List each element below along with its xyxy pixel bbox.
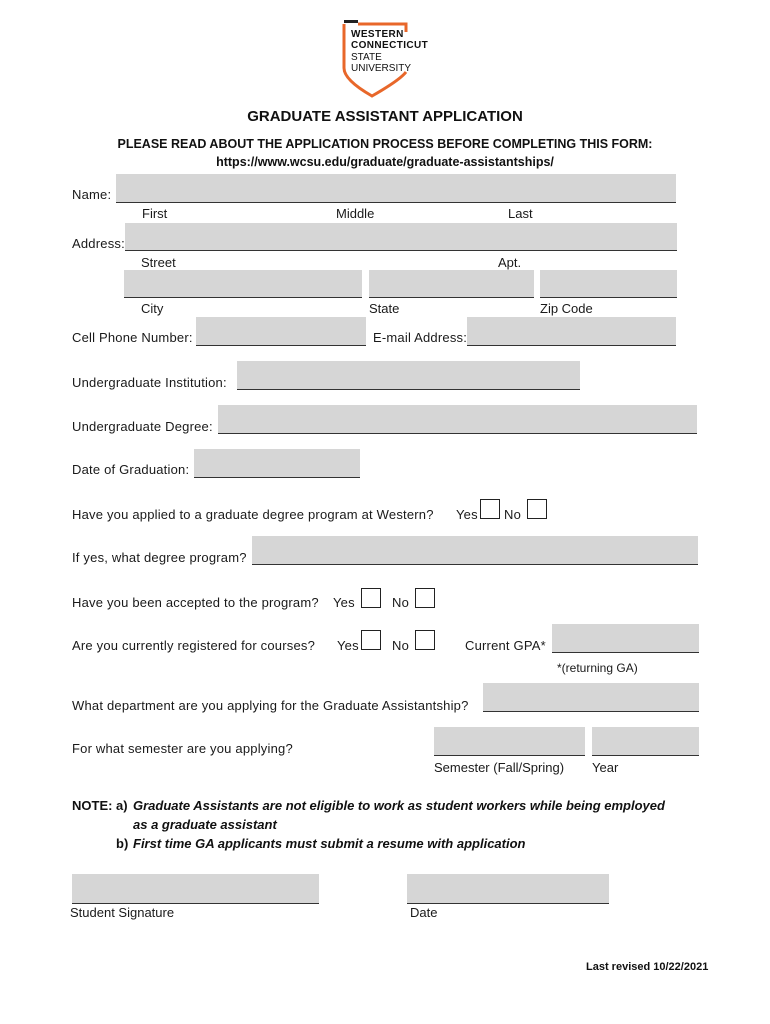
accepted-no-label: No bbox=[392, 595, 410, 610]
email-label: E-mail Address: bbox=[373, 330, 468, 345]
name-last-caption: Last bbox=[508, 206, 533, 221]
note-prefix: NOTE: bbox=[72, 798, 113, 813]
undergrad-institution-label: Undergraduate Institution: bbox=[72, 375, 227, 390]
registered-no-checkbox[interactable] bbox=[415, 630, 435, 650]
city-field[interactable] bbox=[124, 270, 362, 298]
department-label: What department are you applying for the Graduate Assistantship? bbox=[72, 698, 469, 713]
university-logo bbox=[342, 18, 438, 98]
date-caption: Date bbox=[410, 905, 438, 920]
state-field[interactable] bbox=[369, 270, 534, 298]
year-field[interactable] bbox=[592, 727, 699, 756]
applied-no-checkbox[interactable] bbox=[527, 499, 547, 519]
signature-field[interactable] bbox=[72, 874, 319, 904]
applied-yes-checkbox[interactable] bbox=[480, 499, 500, 519]
name-middle-caption: Middle bbox=[336, 206, 375, 221]
note-b-text: First time GA applicants must submit a resume with application bbox=[133, 836, 526, 851]
logo-line-western: WESTERN bbox=[351, 29, 404, 40]
semester-field[interactable] bbox=[434, 727, 585, 756]
city-caption: City bbox=[141, 301, 164, 316]
gpa-field[interactable] bbox=[552, 624, 699, 653]
note-a-line2: as a graduate assistant bbox=[133, 817, 277, 832]
name-label: Name: bbox=[72, 187, 112, 202]
grad-date-label: Date of Graduation: bbox=[72, 462, 190, 477]
note-a-marker: a) bbox=[116, 798, 128, 813]
signature-date-field[interactable] bbox=[407, 874, 609, 904]
logo-line-state: STATE bbox=[351, 52, 382, 63]
note-a-line1: Graduate Assistants are not eligible to work as student workers while being employed bbox=[133, 798, 665, 813]
email-field[interactable] bbox=[467, 317, 676, 346]
degree-program-label: If yes, what degree program? bbox=[72, 550, 247, 565]
gpa-label: Current GPA* bbox=[465, 638, 546, 653]
phone-field[interactable] bbox=[196, 317, 366, 346]
revision-date: Last revised 10/22/2021 bbox=[586, 961, 709, 973]
semester-label: For what semester are you applying? bbox=[72, 741, 293, 756]
gpa-footnote: *(returning GA) bbox=[557, 661, 638, 675]
address-street-field[interactable] bbox=[125, 223, 677, 251]
logo-line-university: UNIVERSITY bbox=[351, 63, 412, 74]
registered-yes-label: Yes bbox=[337, 638, 359, 653]
note-b-marker: b) bbox=[116, 836, 129, 851]
registered-no-label: No bbox=[392, 638, 410, 653]
phone-label: Cell Phone Number: bbox=[72, 330, 193, 345]
undergrad-degree-field[interactable] bbox=[218, 405, 697, 434]
form-title: GRADUATE ASSISTANT APPLICATION bbox=[247, 108, 523, 125]
instructions-text: PLEASE READ ABOUT THE APPLICATION PROCESS BEFORE COMPLETING THIS FORM: bbox=[117, 137, 653, 151]
name-field[interactable] bbox=[116, 174, 676, 203]
applied-yes-label: Yes bbox=[456, 507, 478, 522]
zip-field[interactable] bbox=[540, 270, 677, 298]
undergrad-institution-field[interactable] bbox=[237, 361, 580, 390]
semester-caption: Semester (Fall/Spring) bbox=[434, 760, 565, 775]
accepted-yes-label: Yes bbox=[333, 595, 355, 610]
applied-question: Have you applied to a graduate degree program at Western? bbox=[72, 507, 434, 522]
assistantship-url[interactable]: https://www.wcsu.edu/graduate/graduate-assistantships/ bbox=[216, 155, 554, 169]
state-caption: State bbox=[369, 301, 400, 316]
year-caption: Year bbox=[592, 760, 619, 775]
grad-date-field[interactable] bbox=[194, 449, 360, 478]
accepted-question: Have you been accepted to the program? bbox=[72, 595, 319, 610]
logo-line-connecticut: CONNECTICUT bbox=[351, 40, 429, 51]
street-caption: Street bbox=[141, 255, 176, 270]
accepted-yes-checkbox[interactable] bbox=[361, 588, 381, 608]
undergrad-degree-label: Undergraduate Degree: bbox=[72, 419, 213, 434]
accepted-no-checkbox[interactable] bbox=[415, 588, 435, 608]
name-first-caption: First bbox=[142, 206, 168, 221]
department-field[interactable] bbox=[483, 683, 699, 712]
signature-caption: Student Signature bbox=[70, 905, 175, 920]
applied-no-label: No bbox=[504, 507, 522, 522]
apt-caption: Apt. bbox=[498, 255, 522, 270]
zip-caption: Zip Code bbox=[540, 301, 593, 316]
registered-yes-checkbox[interactable] bbox=[361, 630, 381, 650]
registered-question: Are you currently registered for courses? bbox=[72, 638, 316, 653]
address-label: Address: bbox=[72, 236, 125, 251]
degree-program-field[interactable] bbox=[252, 536, 698, 565]
